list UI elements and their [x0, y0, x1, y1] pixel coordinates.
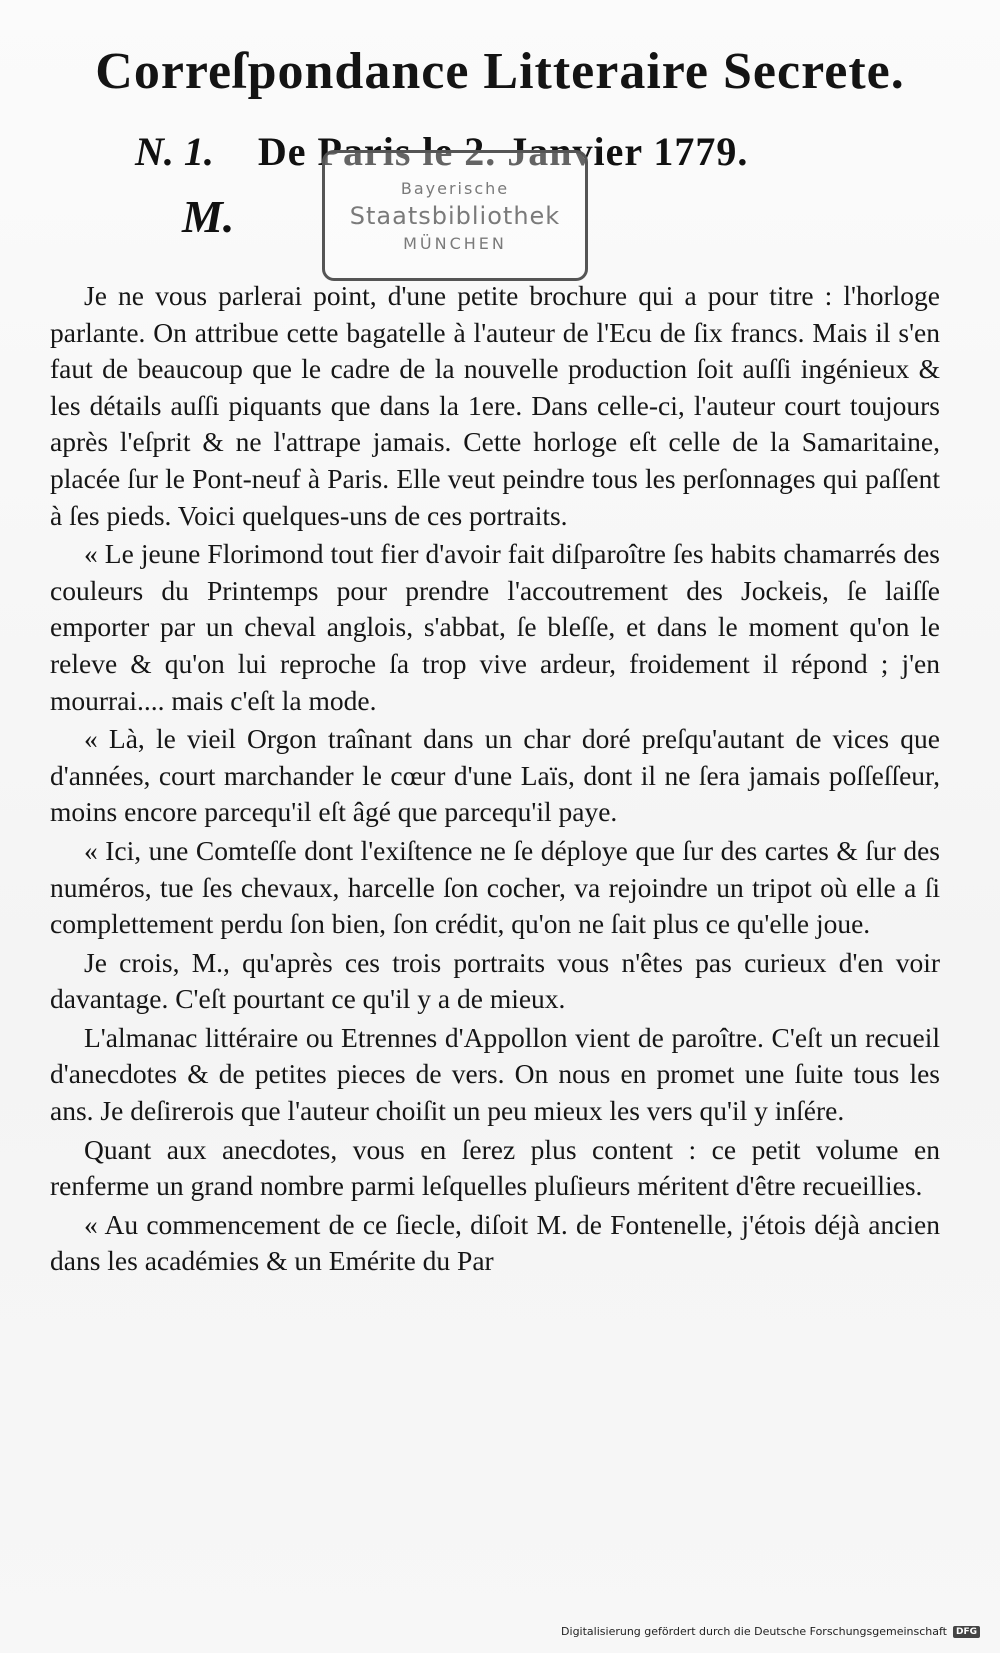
paragraph: « Ici, une Comteſſe dont l'exiſtence ne ſe déploye que ſur des cartes & ſur des numéros, tue ſes chevaux, harcelle ſon cocher, va rejoindre un tripot où elle a ſi complettement perdu ſon bien, ſon crédit, qu'on ne ſait plus ce qu'elle joue.: [50, 834, 940, 940]
paragraph: « Le jeune Florimond tout fier d'avoir fait diſparoître ſes habits chamarrés des couleurs du Printemps pour prendre l'accoutrement des Jockeis, ſe laiſſe emporter par un cheval anglois, s'abbat, ſe bleſſe, et dans le moment qu'on le releve & qu'on lui reproche ſa trop vive ardeur, froidement il répond ; j'en mourrai.... mais c'eſt la mode.: [50, 538, 940, 716]
paragraph: « Au commencement de ce ſiecle, diſoit M. de Fontenelle, j'étois déjà ancien dans les académies & un Emérite du Par: [50, 1208, 940, 1277]
stamp-line-2: Staatsbibliothek: [349, 201, 561, 230]
paragraph: L'almanac littéraire ou Etrennes d'Appollon vient de paroître. C'eſt un recueil d'anecdotes & de petites pieces de vers. On nous en promet une ſuite tous les ans. Je deſirerois que l'auteur choiſit un peu mieux les vers qu'il y inſére.: [50, 1021, 940, 1127]
paragraph: Je crois, M., qu'après ces trois portraits vous n'êtes pas curieux d'en voir davantage. C'eſt pourtant ce qu'il y a de mieux.: [50, 946, 940, 1015]
digitization-footer: [561, 1625, 980, 1638]
issue-number: N. 1.: [135, 129, 214, 174]
paragraph: Quant aux anecdotes, vous en ſerez plus content : ce petit volume en renferme un grand nombre parmi leſquelles pluſieurs méritent d'être recueillies.: [50, 1133, 940, 1202]
dfg-logo-icon: DFG: [953, 1626, 980, 1638]
paragraph: Je ne vous parlerai point, d'une petite brochure qui a pour titre : l'horloge parlante. On attribue cette bagatelle à l'auteur de l'Ecu de ſix francs. Mais il s'en faut de beaucoup que le cadre de la nouvelle production ſoit auſſi ingénieux & les détails auſſi piquants que dans la 1ere. Dans celle-ci, l'auteur court toujours après l'eſprit & ne l'attrape jamais. Cette horloge eſt celle de la Samaritaine, placée ſur le Pont-neuf à Paris. Elle veut peindre tous les perſonnages qui paſſent à ſes pieds. Voici quelques-uns de ces portraits.: [50, 280, 940, 531]
footer-text: Digitalisierung gefördert durch die Deutsche Forschungsgemeinschaft: [561, 1625, 947, 1638]
stamp-line-1: Bayerische: [400, 178, 510, 198]
article-body: [50, 278, 940, 1280]
salutation: M.: [182, 191, 235, 242]
stamp-line-3: MÜNCHEN: [403, 233, 507, 253]
issue-date: De Paris le 2. Janvier 1779.: [257, 129, 749, 174]
library-stamp: [322, 150, 588, 281]
paragraph: « Là, le vieil Orgon traînant dans un char doré preſqu'autant de vices que d'années, court marchander le cœur d'une Laïs, dont il ne ſera jamais poſſeſſeur, moins encore parcequ'il eſt âgé que parcequ'il paye.: [50, 723, 940, 828]
page-title: Correſpondance Litteraire Secrete.: [95, 43, 905, 100]
